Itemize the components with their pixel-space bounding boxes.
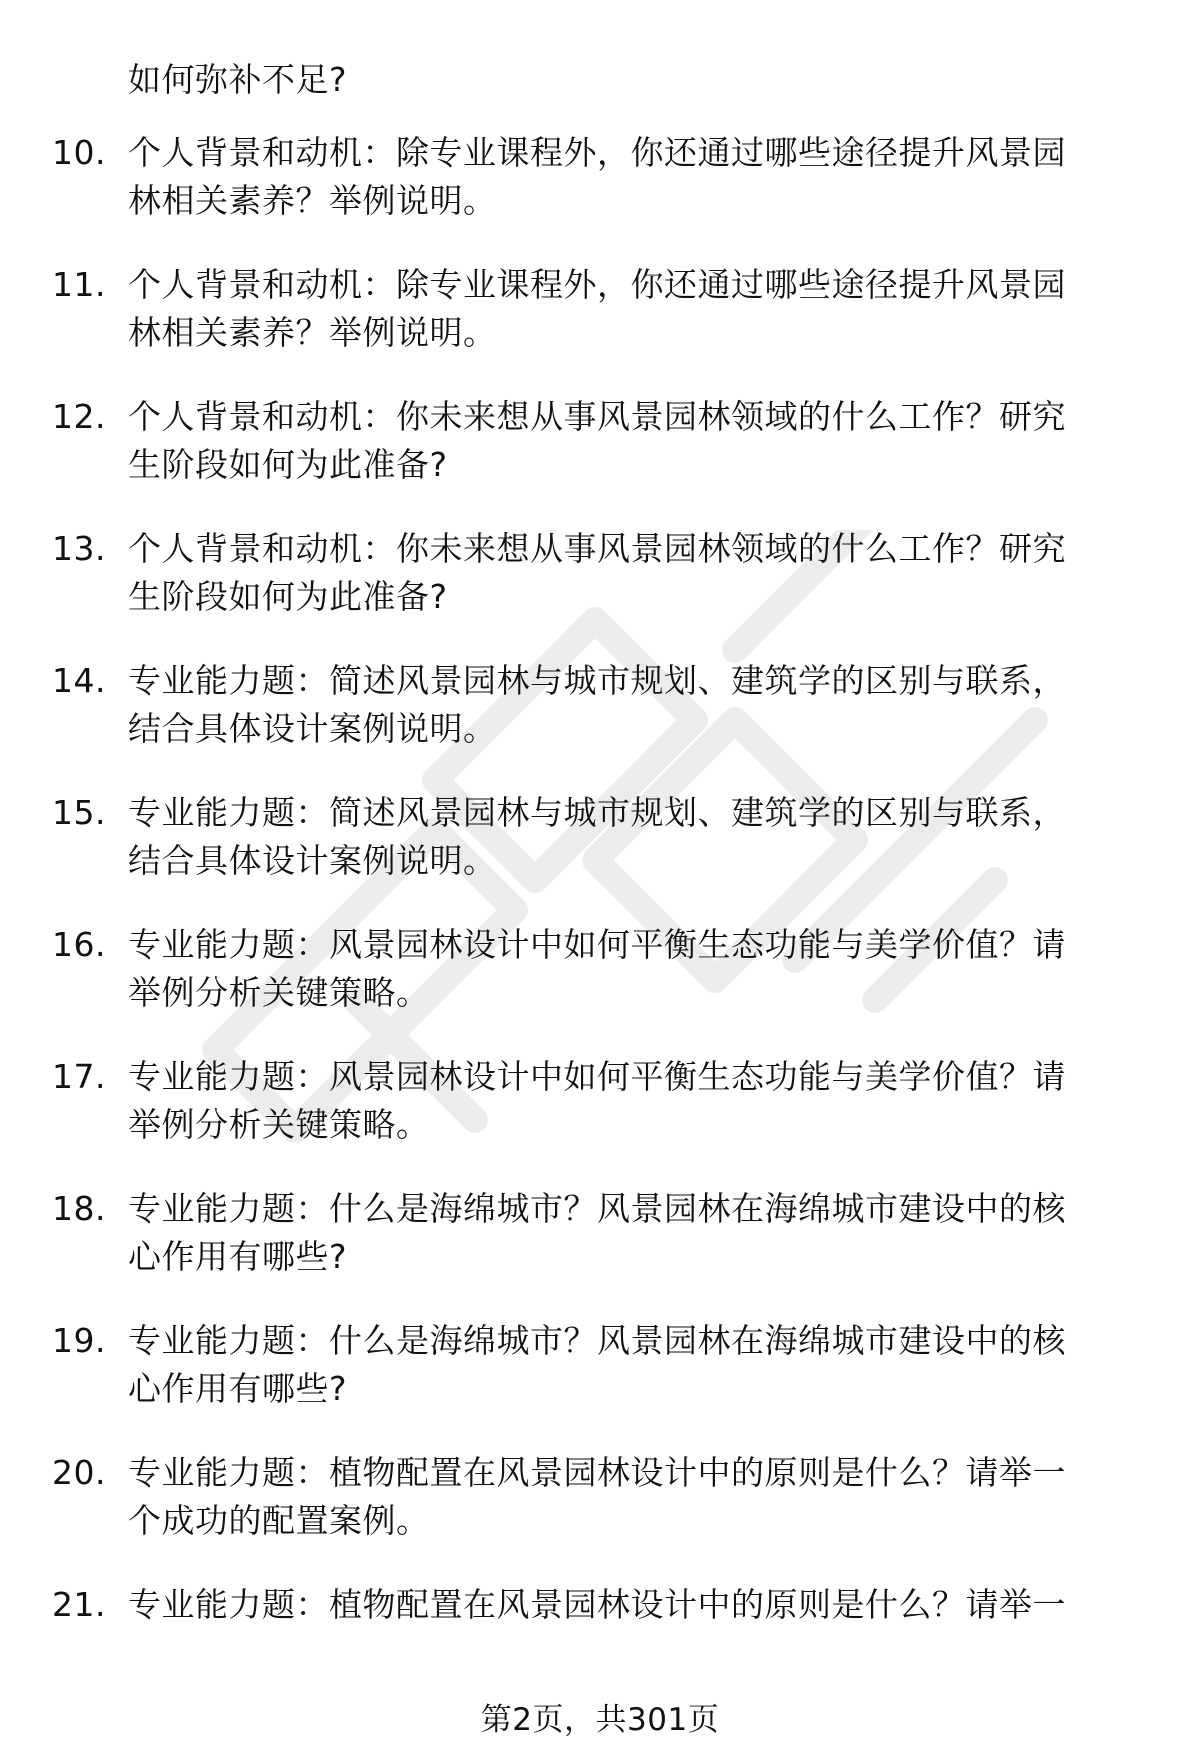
- item-text-line2: 结合具体设计案例说明。: [128, 709, 497, 748]
- page-footer: 第2页，共301页: [480, 1702, 720, 1738]
- item-text-line2: 生阶段如何为此准备?: [128, 577, 448, 616]
- list-item: [0, 1449, 1200, 1549]
- item-text-line1: 个人背景和动机：除专业课程外，你还通过哪些途径提升风景园: [128, 133, 1066, 172]
- item-text-line1: 个人背景和动机：除专业课程外，你还通过哪些途径提升风景园: [128, 265, 1066, 304]
- item-text-line1: 个人背景和动机：你未来想从事风景园林领域的什么工作？研究: [128, 529, 1066, 568]
- list-item: [0, 789, 1200, 889]
- item-number: 17.: [52, 1057, 106, 1096]
- item-number: 18.: [52, 1189, 106, 1228]
- list-item: [0, 921, 1200, 1021]
- list-item: [0, 1581, 1200, 1681]
- item-number: 19.: [52, 1321, 106, 1360]
- item-text-line2: 林相关素养？举例说明。: [128, 181, 497, 220]
- item-text-line1: 专业能力题：植物配置在风景园林设计中的原则是什么？请举一: [128, 1585, 1066, 1624]
- item-number: 20.: [52, 1453, 106, 1492]
- item-text-line2: 林相关素养？举例说明。: [128, 313, 497, 352]
- item-text-line1: 专业能力题：简述风景园林与城市规划、建筑学的区别与联系，: [128, 661, 1066, 700]
- item-number: 16.: [52, 925, 106, 964]
- item-text-line2: 个成功的配置案例。: [128, 1501, 430, 1540]
- item-text-line2: 心作用有哪些?: [128, 1237, 348, 1276]
- list-item: [0, 657, 1200, 757]
- item-number: 10.: [52, 133, 106, 172]
- item-text-line2: 举例分析关键策略。: [128, 1105, 430, 1144]
- item-number: 14.: [52, 661, 106, 700]
- item-text-line1: 专业能力题：风景园林设计中如何平衡生态功能与美学价值？请: [128, 925, 1066, 964]
- list-item: [0, 1053, 1200, 1153]
- item-text-line1: 专业能力题：什么是海绵城市？风景园林在海绵城市建设中的核: [128, 1189, 1066, 1228]
- item-number: 13.: [52, 529, 106, 568]
- item-text-line1: 个人背景和动机：你未来想从事风景园林领域的什么工作？研究: [128, 397, 1066, 436]
- item-text-line1: 专业能力题：什么是海绵城市？风景园林在海绵城市建设中的核: [128, 1321, 1066, 1360]
- item-text-line2: 结合具体设计案例说明。: [128, 841, 497, 880]
- item-text-line2: 生阶段如何为此准备?: [128, 445, 448, 484]
- item-text-line1: 专业能力题：风景园林设计中如何平衡生态功能与美学价值？请: [128, 1057, 1066, 1096]
- item-number: 21.: [52, 1585, 106, 1624]
- list-item: [0, 1185, 1200, 1285]
- list-item: [0, 1317, 1200, 1417]
- list-item: [0, 525, 1200, 625]
- item-number: 12.: [52, 397, 106, 436]
- item-text-line1: 专业能力题：简述风景园林与城市规划、建筑学的区别与联系，: [128, 793, 1066, 832]
- item-text-line2: 心作用有哪些?: [128, 1369, 348, 1408]
- list-item: [0, 129, 1200, 229]
- list-item: [0, 261, 1200, 361]
- item-text-line2: 举例分析关键策略。: [128, 973, 430, 1012]
- continuation-line: 如何弥补不足?: [128, 60, 348, 99]
- list-item: [0, 393, 1200, 493]
- item-text-line1: 专业能力题：植物配置在风景园林设计中的原则是什么？请举一: [128, 1453, 1066, 1492]
- item-number: 15.: [52, 793, 106, 832]
- item-number: 11.: [52, 265, 106, 304]
